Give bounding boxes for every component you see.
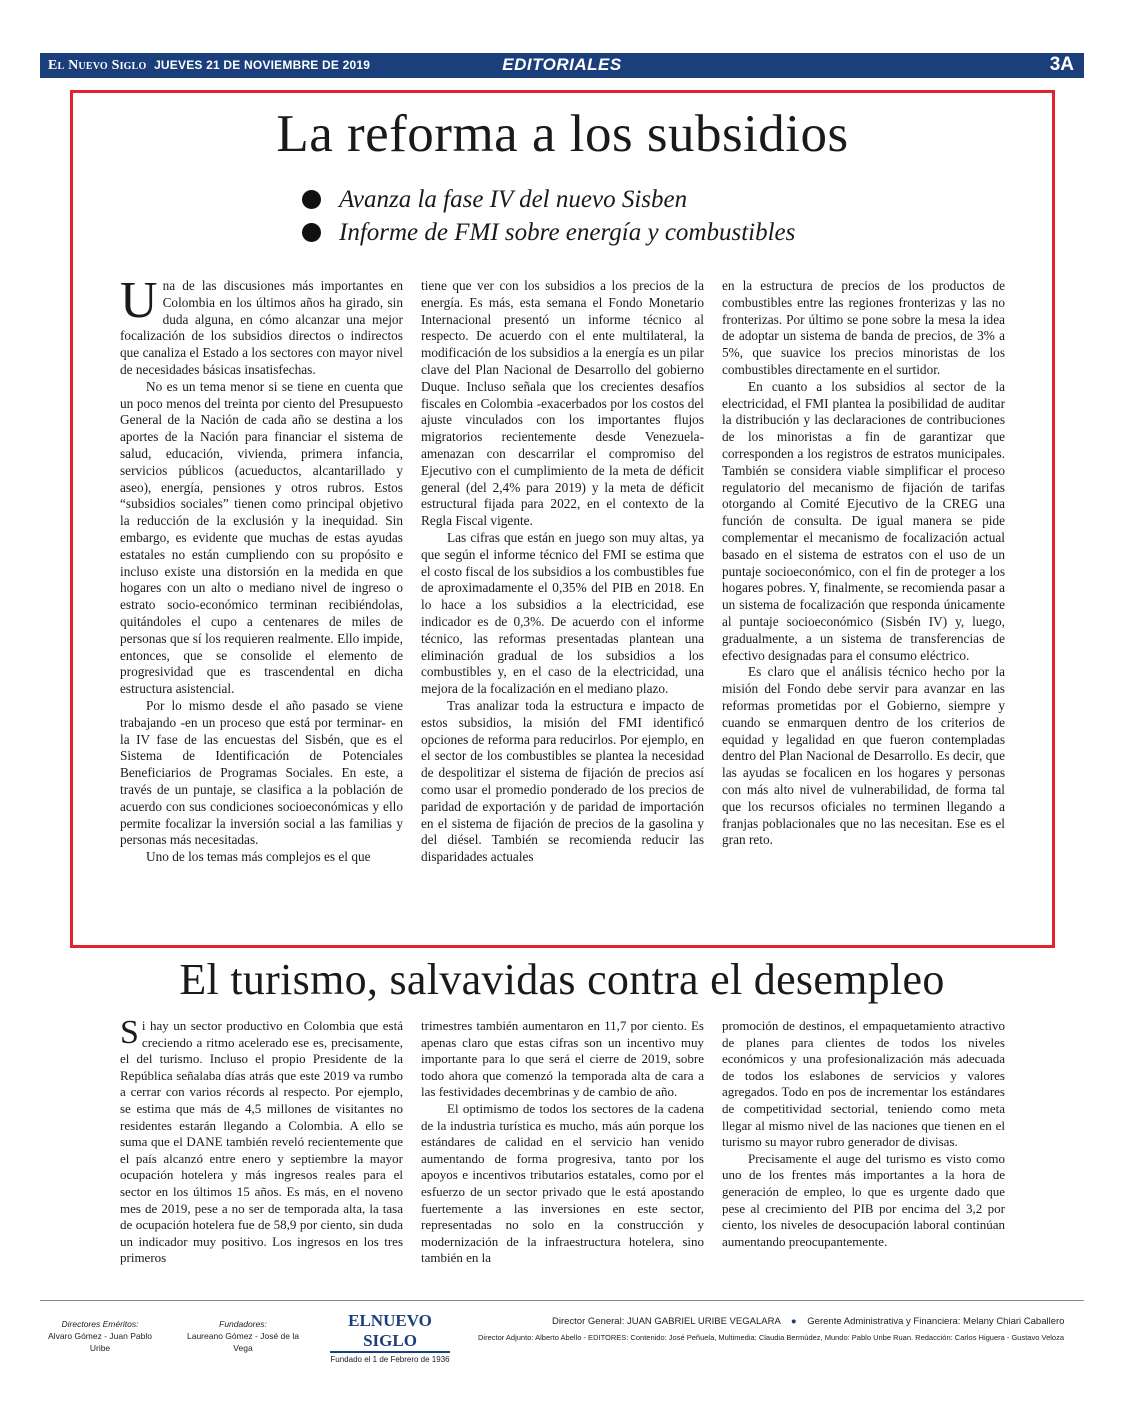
paper-logo: ELNUEVO SIGLO [330, 1311, 450, 1353]
bullet-dot-icon [302, 190, 321, 209]
dropcap: U [120, 272, 158, 329]
paragraph-text: i hay un sector productivo en Colombia que está creciendo a ritmo acelerado ese es, precisamente, el del turismo. Incluso el propio Presidente de la República señalaba días atrás que este 2019 va rumbo a cerrar con varios récords al respecto. Por ejemplo, se estima que más de 4,5 millones de visitantes no residentes estarán llegando a Colombia. A ello se suma que el DANE también reveló recientemente que el país alcanzó entre enero y septiembre la mayor ocupación hotelera y más ingresos reales para el sector en los últimos 15 años. Es más, en el noveno mes de 2019, pese a no ser de temporada alta, la tasa de ocupación hotelera fue de 58,9 por ciento, sin duda un indicador muy positivo. Los ingresos en los tres primeros [120, 1018, 403, 1266]
editorial-2-body [120, 1014, 1005, 1267]
section-title: EDITORIALES [502, 55, 622, 74]
editorial-2-column-3 [722, 1018, 1005, 1267]
paper-name: El Nuevo Siglo [48, 58, 147, 73]
separator-dot-icon: ● [790, 1316, 797, 1327]
paragraph [120, 272, 403, 379]
paragraph: tiene que ver con los subsidios a los precios de la energía. Es más, esta semana el Fondo Monetario Internacional presentó un informe técnico al respecto. De acuerdo con el ente multilateral, la modificación de los subsidios a la energía es un pilar clave del Plan Nacional de Desarrollo del gobierno Duque. Incluso señala que los crecientes desafíos fiscales en Colombia -exacerbados por los costos del ajuste vinculados con los importantes flujos migratorios recientemente desde Venezuela- amenazan con descarrilar el compromiso del Ejecutivo con el cumplimiento de la meta de déficit general (del 2,4% para 2019) y la meta de déficit estructural fijada para 2022, en el contexto de la Regla Fiscal vigente. [421, 278, 704, 529]
masthead-bar [40, 53, 1084, 78]
page-number: 3A [1049, 54, 1074, 75]
paragraph: promoción de destinos, el empaquetamiento atractivo de planes para clientes de todos los niveles económicos y una profesionalización más adecuada de todos los eslabones de servicios y valores agregados. Todo en pos de incrementar los estándares de competitividad sectorial, teniendo como meta llegar al mismo nivel de las naciones que tienen en el turismo su mayor rubro generador de divisas. [722, 1018, 1005, 1150]
paragraph [120, 1014, 403, 1267]
paragraph: trimestres también aumentaron en 11,7 por ciento. Es apenas claro que estas cifras son un incentivo muy importante para lo que será el cierre de 2019, sobre todo ahora que comenzó la temporada alta de cara a las festividades decembrinas y de cambio de año. [421, 1018, 704, 1100]
dropcap: S [120, 1014, 139, 1051]
footer-rule [40, 1300, 1084, 1301]
paragraph: En cuanto a los subsidios al sector de la electricidad, el FMI plantea la posibilidad de auditar la distribución y las declaraciones de contribuciones de los minoristas a fin de garantizar que corresponden a los registros de estratos municipales. También se considera viable simplificar el proceso regulatorio del mecanismo de fijación de tarifas otorgando al Comité Ejecutivo de la CREG una función de consulta. De igual manera se pide complementar el mecanismo de focalización actual basado en el sistema de estratos con el uso de un puntaje socioeconómico, con el fin de proteger a los hogares pobres. Y, finalmente, se recomienda pasar a un sistema de focalización que responda únicamente al puntaje socioeconómico (Sisbén IV) y, luego, gradualmente, a un sistema de transferencias de efectivo designadas para el consumo eléctrico. [722, 378, 1005, 663]
paragraph: Precisamente el auge del turismo es visto como uno de los frentes más importantes a la hora de generación de empleo, lo que es urgente dado que pese al crecimiento del PIB por encima del 3,2 por ciento, los niveles de desocupación laboral continúan aumentando preocupantemente. [722, 1150, 1005, 1249]
bullet-item [302, 216, 795, 249]
paragraph: No es un tema menor si se tiene en cuenta que un poco menos del treinta por ciento del Presupuesto General de la Nación de cada año se destina a los aportes de la Nación para financiar el sistema de salud, educación, vivienda, primera infancia, servicios públicos (acueductos, alcantarillado y aseo), energía, pensiones y otros rubros. Estos “subsidios sociales” tienen como principal objetivo la reducción de la exclusión y la inequidad. Sin embargo, es evidente que muchas de estas ayudas estatales no están cumpliendo con su propósito e incluso existe una distorsión en la medida en que hogares con un alto o mediano nivel de ingreso o estrato socio-económico terminan recibiéndolas, quitándoles el cupo a centenares de miles de personas que sí los requieren realmente. Ello impide, entonces, que se consolide el elemento de progresividad que es trascendental en dicha estructura asistencial. [120, 378, 403, 697]
editorial-1-column-3 [722, 278, 1005, 866]
editorial-1-column-1 [120, 272, 403, 866]
footer-line-1 [552, 1316, 1064, 1327]
founded-date: Fundado el 1 de Febrero de 1936 [330, 1355, 450, 1364]
editorial-2-column-2 [421, 1018, 704, 1267]
editorial-2-column-1 [120, 1014, 403, 1267]
director-general: Director General: JUAN GABRIEL URIBE VEGALARA [552, 1316, 781, 1327]
footer-emeritos [40, 1318, 160, 1354]
footer [40, 1306, 1084, 1364]
paragraph: Por lo mismo desde el año pasado se viene trabajando -en un proceso que está por terminar- en la IV fase de las encuestas del Sisbén, que es el Sistema de Identificación de Potenciales Beneficiarios de Programas Sociales. En este, a través de un puntaje, se clasifica a la población de acuerdo con sus condiciones socioeconómicas y ello permite focalizar la inversión social a las familias y personas más necesitadas. [120, 697, 403, 848]
footer-staff: Director Adjunto: Alberto Abello - EDITORES: Contenido: José Peñuela, Multimedia: Claudia Bermúdez, Mundo: Pablo Uribe Ruan. Redacción: Carlos Higuera - Gustavo Veloza [478, 1333, 1064, 1342]
footer-logo [330, 1311, 450, 1364]
editorial-1-headline: La reforma a los subsidios [276, 105, 849, 163]
paragraph: Uno de los temas más complejos es el que [146, 849, 371, 865]
footer-fundadores [178, 1318, 308, 1354]
gerente: Gerente Administrativa y Financiera: Melany Chiari Caballero [807, 1316, 1065, 1327]
paragraph: Las cifras que están en juego son muy altas, ya que según el informe técnico del FMI se estima que el costo fiscal de los subsidios a los combustibles fue de aproximadamente el 0,35% del PIB en 2018. En lo hace a los subsidios a la electricidad, ese indicador es de 0,3%. De acuerdo con el informe técnico, las reformas presentadas plantean una eliminación gradual de los subsidios a los combustibles y, en el caso de la electricidad, una mejora de la focalización en el mediano plazo. [421, 529, 704, 697]
paragraph: Tras analizar toda la estructura e impacto de estos subsidios, la misión del FMI identificó opciones de reforma para reducirlos. Por ejemplo, en el sector de los combustibles se plantea la necesidad de despolitizar el sistema de fijación de precios así como usar el promedio ponderado de los precios de paridad de exportación y de paridad de importación en el sistema de fijación de precios de la gasolina y del diésel. También se recomienda reducir las disparidades actuales [421, 697, 704, 865]
editorial-1-bullets [302, 183, 795, 249]
fundadores-names: Laureano Gómez - José de la Vega [187, 1331, 299, 1353]
bullet-dot-icon [302, 223, 321, 242]
paragraph: Es claro que el análisis técnico hecho por la misión del Fondo debe servir para avanzar en las reformas prometidas por el Gobierno, siempre y cuando se enmarquen dentro de los criterios de equidad y legalidad en que fueron contempladas dentro del Plan Nacional de Desarrollo. Es decir, que las ayudas se focalicen en los hogares y personas con más alto nivel de vulnerabilidad, de forma tal que los recursos oficiales no terminen llegando a franjas poblacionales que no las necesitan. Ese es el gran reto. [722, 664, 1005, 848]
emeritos-names: Alvaro Gómez - Juan Pablo Uribe [48, 1331, 152, 1353]
bullet-text: Informe de FMI sobre energía y combustibles [339, 218, 796, 246]
issue-date: JUEVES 21 DE NOVIEMBRE DE 2019 [154, 58, 371, 72]
editorial-2-headline: El turismo, salvavidas contra el desempleo [179, 955, 945, 1004]
editorial-1-column-2 [421, 278, 704, 866]
emeritos-label: Directores Eméritos: [61, 1319, 139, 1329]
editorial-1-body [120, 272, 1005, 866]
bullet-text: Avanza la fase IV del nuevo Sisben [339, 185, 688, 213]
paragraph-text: na de las discusiones más importantes en Colombia en los últimos años ha girado, sin duda alguna, en cómo alcanzar una mejor focalización de los subsidios directos o indirectos que canaliza el Estado a los sectores con mayor nivel de necesidades básicas insatisfechas. [120, 278, 403, 377]
paragraph: El optimismo de todos los sectores de la cadena de la industria turística es mucho, más aún porque los estándares de calidad en el servicio han venido aumentando de forma progresiva, tanto por los apoyos e incentivos tributarios estatales, como por el esfuerzo de un sector privado que le está apostando fuertemente a las inversiones en este sector, representadas no solo en la construcción y modernización de la infraestructura hotelera, sino también en la [421, 1100, 704, 1266]
paragraph: en la estructura de precios de los productos de combustibles entre las regiones fronterizas y las no fronterizas. Por último se pone sobre la mesa la idea de adoptar un sistema de banda de precios, de 3% a 5%, que suavice los precios minoristas de los combustibles directamente en el surtidor. [722, 278, 1005, 377]
fundadores-label: Fundadores: [219, 1319, 267, 1329]
bullet-item [302, 183, 795, 216]
